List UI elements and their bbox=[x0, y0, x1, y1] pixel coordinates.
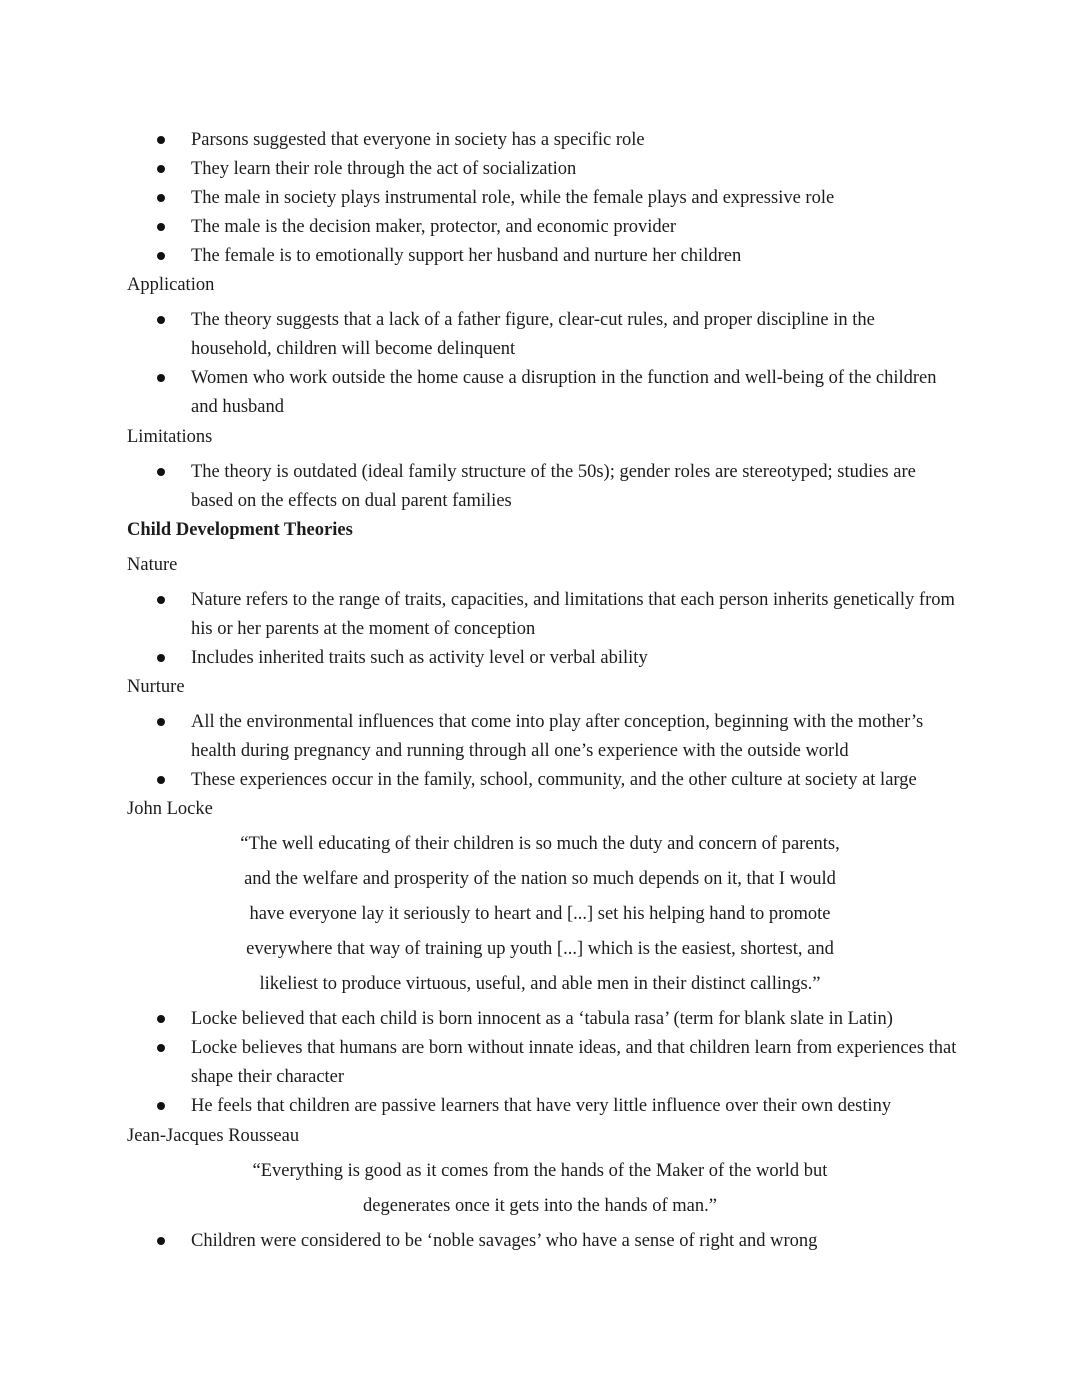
list-item: All the environmental influences that come into play after conception, beginning with the mother’s health during pregnancy and running through all one’s experience with the outside world bbox=[0, 708, 1080, 766]
rousseau-heading: Jean-Jacques Rousseau bbox=[127, 1126, 300, 1146]
limitations-bullet-list bbox=[0, 458, 1080, 516]
list-item: Includes inherited traits such as activity level or verbal ability bbox=[0, 644, 1080, 673]
list-item: The male in society plays instrumental role, while the female plays and expressive role bbox=[0, 184, 1080, 213]
quote-line: likeliest to produce virtuous, useful, and able men in their distinct callings.” bbox=[259, 974, 821, 994]
quote-line: “The well educating of their children is so much the duty and concern of parents, bbox=[240, 834, 840, 854]
john-locke-heading: John Locke bbox=[127, 799, 213, 819]
quote-line: everywhere that way of training up youth [...] which is the easiest, shortest, and bbox=[246, 939, 834, 959]
quote-line: degenerates once it gets into the hands of man.” bbox=[363, 1196, 717, 1216]
application-bullet-list bbox=[0, 306, 1080, 422]
list-item: The male is the decision maker, protector, and economic provider bbox=[0, 213, 1080, 242]
list-item: Locke believes that humans are born without innate ideas, and that children learn from experiences that shape their character bbox=[0, 1034, 1080, 1092]
list-item: The female is to emotionally support her husband and nurture her children bbox=[0, 242, 1080, 271]
list-item: The theory is outdated (ideal family structure of the 50s); gender roles are stereotyped; studies are based on the effects on dual parent families bbox=[0, 458, 1080, 516]
rousseau-quote bbox=[0, 1154, 1080, 1224]
locke-bullet-list bbox=[0, 1005, 1080, 1121]
quote-line: and the welfare and prosperity of the nation so much depends on it, that I would bbox=[244, 869, 836, 889]
list-item: He feels that children are passive learners that have very little influence over their own destiny bbox=[0, 1092, 1080, 1121]
nature-heading: Nature bbox=[127, 555, 178, 575]
limitations-heading: Limitations bbox=[127, 427, 213, 447]
child-development-heading: Child Development Theories bbox=[127, 520, 353, 540]
quote-line: have everyone lay it seriously to heart and [...] set his helping hand to promote bbox=[249, 904, 831, 924]
nurture-heading: Nurture bbox=[127, 677, 185, 697]
locke-quote bbox=[0, 827, 1080, 1002]
nature-bullet-list bbox=[0, 586, 1080, 673]
list-item: Parsons suggested that everyone in society has a specific role bbox=[0, 126, 1080, 155]
list-item: Nature refers to the range of traits, capacities, and limitations that each person inherits genetically from his or her parents at the moment of conception bbox=[0, 586, 1080, 644]
quote-line: “Everything is good as it comes from the hands of the Maker of the world but bbox=[252, 1161, 828, 1181]
nurture-bullet-list bbox=[0, 708, 1080, 795]
list-item: Children were considered to be ‘noble savages’ who have a sense of right and wrong bbox=[0, 1227, 1080, 1256]
list-item: The theory suggests that a lack of a father figure, clear-cut rules, and proper discipline in the household, children will become delinquent bbox=[0, 306, 1080, 364]
application-heading: Application bbox=[127, 275, 215, 295]
rousseau-bullet-list bbox=[0, 1227, 1080, 1256]
list-item: Locke believed that each child is born innocent as a ‘tabula rasa’ (term for blank slate in Latin) bbox=[0, 1005, 1080, 1034]
parsons-bullet-list bbox=[0, 126, 1080, 271]
list-item: Women who work outside the home cause a disruption in the function and well-being of the children and husband bbox=[0, 364, 1080, 422]
list-item: They learn their role through the act of socialization bbox=[0, 155, 1080, 184]
list-item: These experiences occur in the family, school, community, and the other culture at society at large bbox=[0, 766, 1080, 795]
